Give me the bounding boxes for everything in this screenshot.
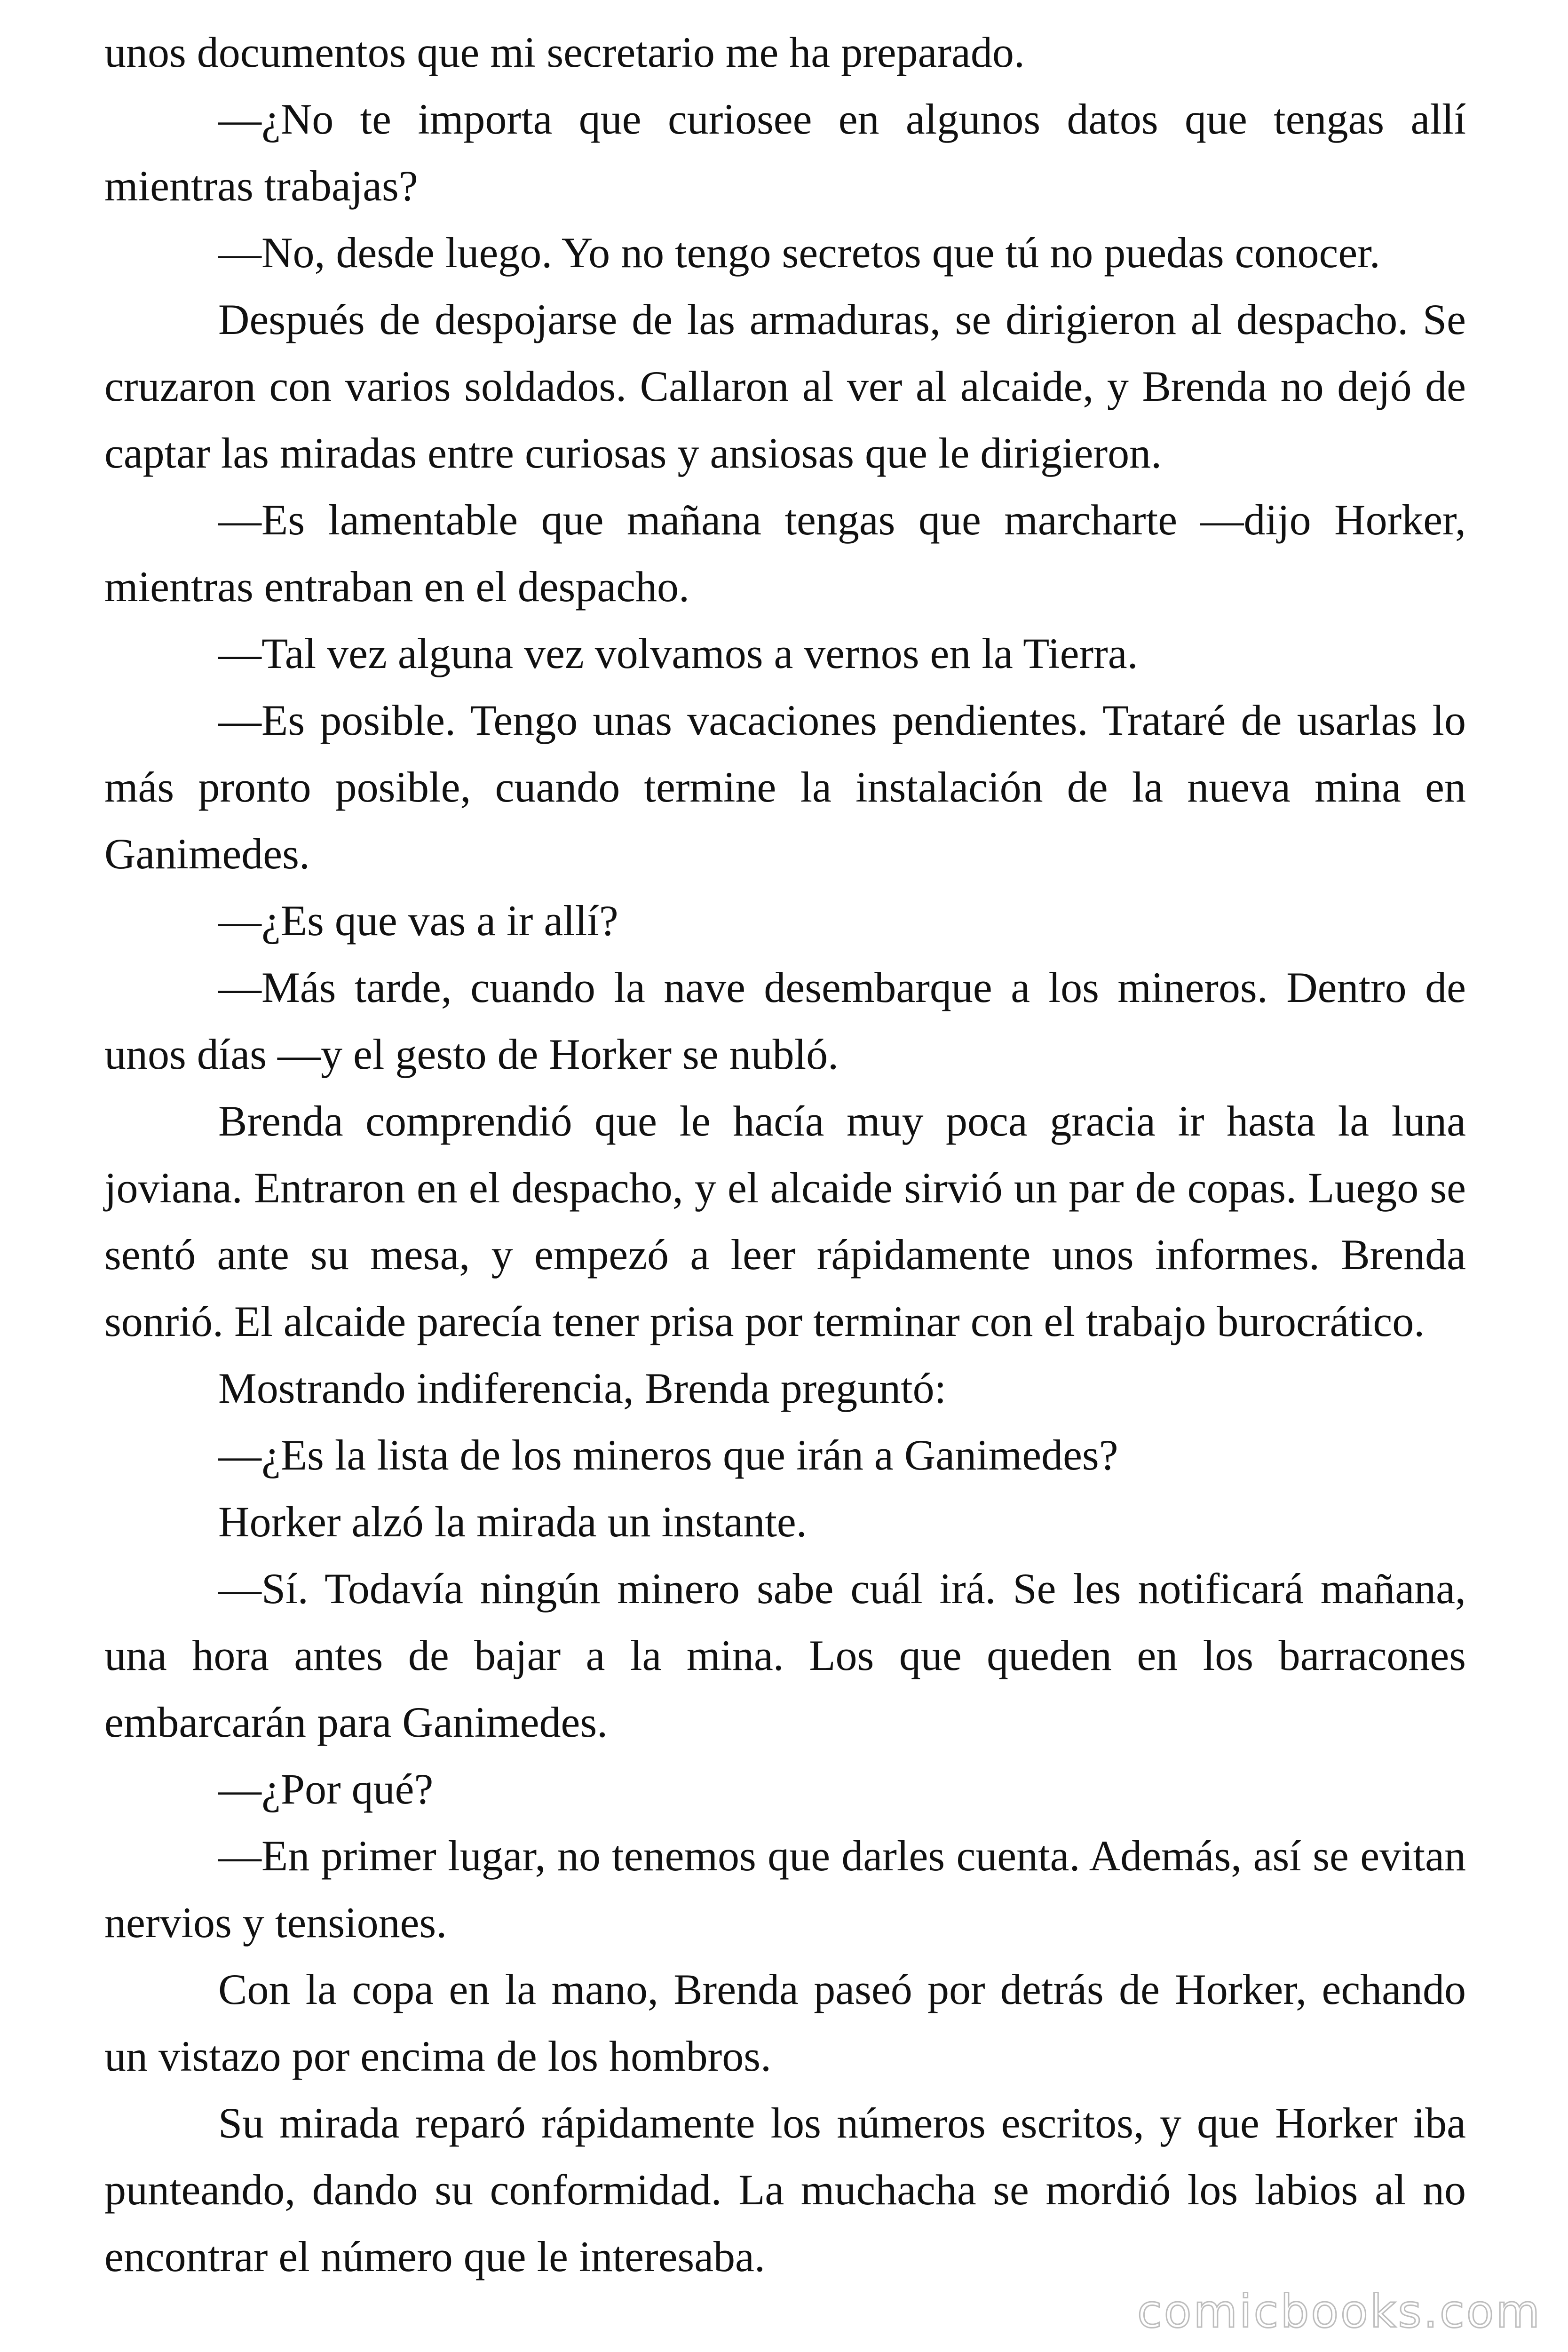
paragraph-narration: Con la copa en la mano, Brenda paseó por detrás de Horker, echando un vistazo por encima de los hombros. — [104, 1965, 1466, 2080]
paragraph-dialogue: —En primer lugar, no tenemos que darles cuenta. Además, así se evitan nervios y tensiones. — [104, 1832, 1466, 1947]
paragraph-narration: Brenda comprendió que le hacía muy poca gracia ir hasta la luna joviana. Entraron en el despacho, y el alcaide sirvió un par de copas. Luego se sentó ante su mesa, y empezó a leer rápidamente unos informes. Brenda sonrió. El alcaide parecía tener prisa por terminar con el trabajo burocrático. — [104, 1097, 1466, 1345]
paragraph-dialogue: —¿No te importa que curiosee en algunos datos que tengas allí mientras trabajas? — [104, 95, 1466, 210]
paragraph-narration: Horker alzó la mirada un instante. — [218, 1498, 807, 1546]
paragraph-dialogue: —No, desde luego. Yo no tengo secretos que tú no puedas conocer. — [218, 229, 1380, 277]
paragraph-continued: unos documentos que mi secretario me ha preparado. — [104, 28, 1025, 76]
paragraph-narration: Su mirada reparó rápidamente los números escritos, y que Horker iba punteando, dando su conformidad. La muchacha se mordió los labios al no encontrar el número que le interesaba. — [104, 2099, 1466, 2280]
paragraph-dialogue: —Es posible. Tengo unas vacaciones pendientes. Trataré de usarlas lo más pronto posible, cuando termine la instalación de la nueva mina en Ganimedes. — [104, 696, 1466, 878]
paragraph-dialogue: —Es lamentable que mañana tengas que marcharte —dijo Horker, mientras entraban en el despacho. — [104, 496, 1466, 611]
paragraph-dialogue: —¿Es la lista de los mineros que irán a Ganimedes? — [218, 1431, 1118, 1479]
paragraph-dialogue: —¿Por qué? — [218, 1765, 434, 1813]
paragraph-dialogue: —Más tarde, cuando la nave desembarque a los mineros. Dentro de unos días —y el gesto de Horker se nubló. — [104, 963, 1466, 1078]
paragraph-narration: Mostrando indiferencia, Brenda preguntó: — [218, 1364, 947, 1412]
paragraph-narration: Después de despojarse de las armaduras, se dirigieron al despacho. Se cruzaron con varios soldados. Callaron al ver al alcaide, y Brenda no dejó de captar las miradas entre curiosas y ansiosas que le dirigieron. — [104, 295, 1466, 477]
paragraph-dialogue: —Tal vez alguna vez volvamos a vernos en la Tierra. — [218, 629, 1138, 677]
watermark: comicbooks.com — [1137, 2285, 1542, 2338]
paragraph-dialogue: —Sí. Todavía ningún minero sabe cuál irá. Se les notificará mañana, una hora antes de bajar a la mina. Los que queden en los barracones embarcarán para Ganimedes. — [104, 1565, 1466, 1746]
paragraph-dialogue: —¿Es que vas a ir allí? — [218, 897, 618, 945]
book-page — [104, 19, 1466, 2290]
